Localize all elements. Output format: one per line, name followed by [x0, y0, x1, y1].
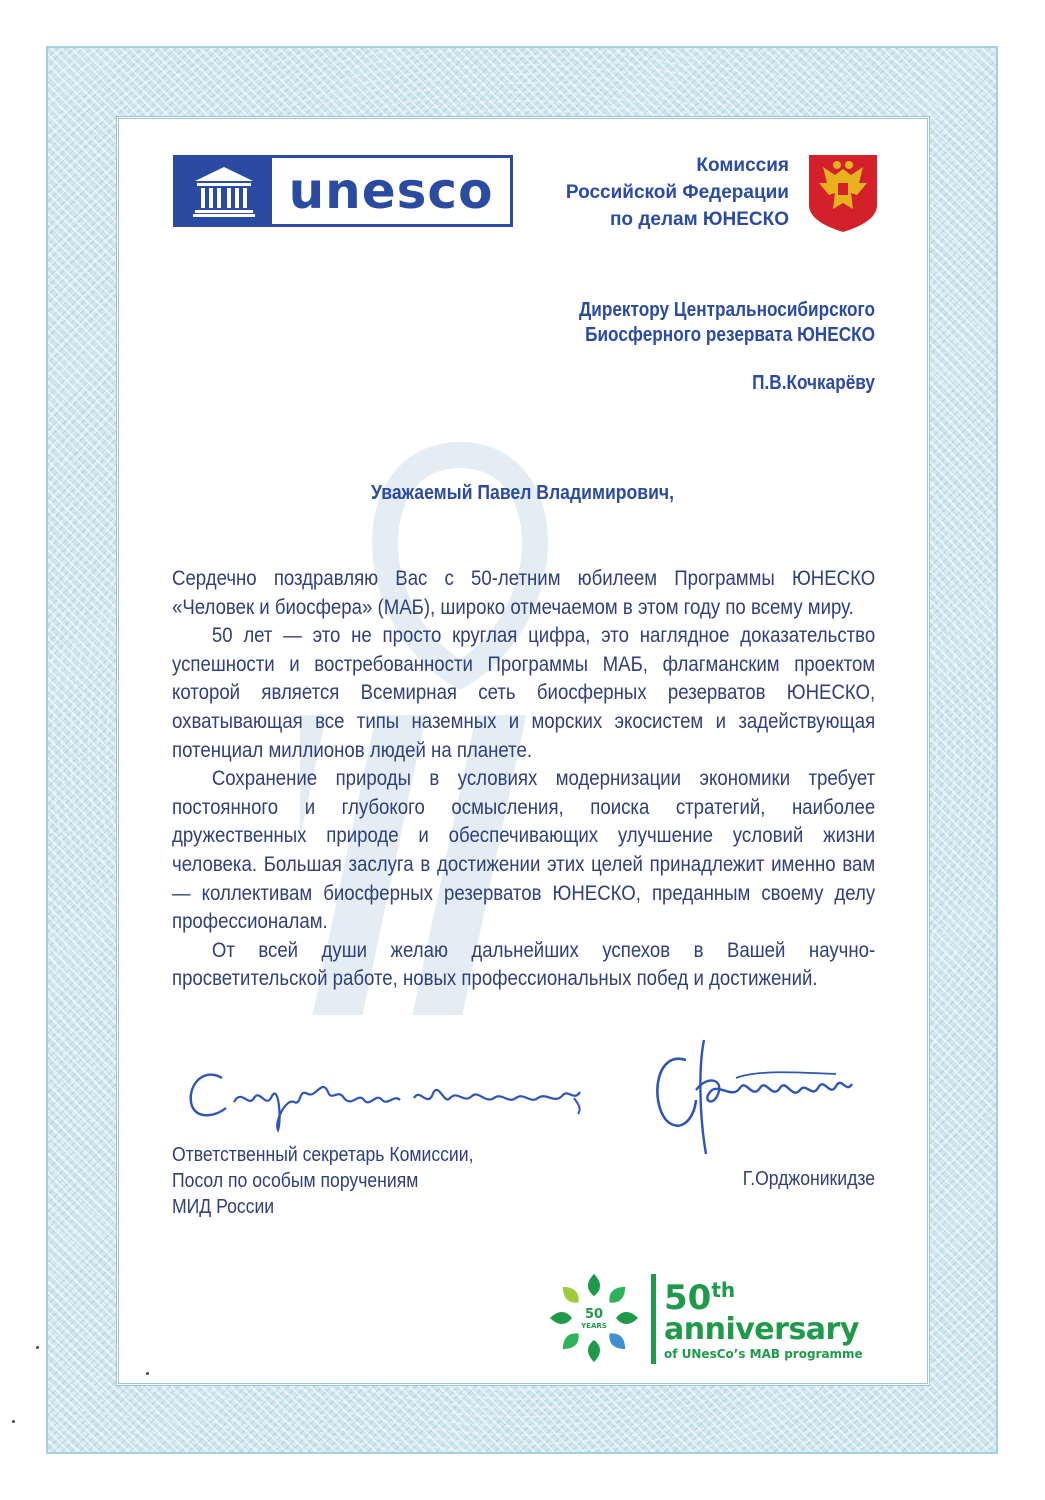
badge-word: YEARS	[581, 1322, 607, 1330]
scan-speck	[12, 1420, 15, 1423]
anniversary-suffix: th	[711, 1278, 736, 1302]
commission-line: по делам ЮНЕСКО	[609, 209, 789, 230]
unesco-logo-text: unesco	[288, 162, 494, 220]
signature	[646, 1030, 858, 1160]
addressee-title	[445, 298, 875, 348]
unesco-temple-icon	[176, 158, 272, 224]
anniversary-subtitle: of UNesCo’s MAB programme	[664, 1347, 863, 1361]
anniversary-number: 50th	[664, 1278, 736, 1318]
scan-speck	[146, 1372, 149, 1375]
position-line: Ответственный секретарь Комиссии,	[172, 1144, 474, 1166]
addressee-line: Директору Центральносибирского	[579, 299, 875, 321]
signatory-name: Г.Орджоникидзе	[742, 1168, 875, 1190]
signatory-position	[172, 1142, 542, 1220]
addressee-name: П.В.Кочкарёву	[752, 372, 875, 394]
salutation: Уважаемый Павел Владимирович,	[370, 482, 675, 504]
commission-title	[469, 152, 789, 233]
addressee-line: Биосферного резервата ЮНЕСКО	[585, 324, 875, 346]
scan-speck	[36, 1346, 39, 1349]
mab-logo-divider	[651, 1274, 656, 1364]
position-line: МИД России	[172, 1196, 275, 1218]
badge-number: 50	[584, 1307, 604, 1322]
letter-body	[172, 564, 875, 993]
russia-coat-of-arms-icon	[807, 153, 879, 233]
mab-50-years-badge-icon	[546, 1270, 642, 1366]
anniversary-word: anniversary	[664, 1312, 859, 1347]
mab-anniversary-logo	[664, 1274, 884, 1362]
body-paragraph: От всей души желаю дальнейших успехов в Вашей научно-просветительской работе, новых профессиональных побед и достижений.	[172, 937, 876, 991]
body-paragraph: Сохранение природы в условиях модернизации экономики требует постоянного и глубокого осмысления, поиска стратегий, наиболее дружественных природе и обеспечивающих улучшение условий жизни человека. Большая заслуга в достижении этих целей принадлежит именно вам — коллективам биосферных резерватов ЮНЕСКО, преданным своему делу профессионалам.	[172, 766, 876, 934]
handwritten-closing	[182, 1058, 592, 1138]
commission-line: Комиссия	[696, 155, 789, 176]
body-paragraph: 50 лет — это не просто круглая цифра, это наглядное доказательство успешности и востребованности Программы МАБ, флагманским проектом которой является Всемирная сеть биосферных резерватов ЮНЕСКО, охватывающая все типы наземных и морских экосистем и задействующая потенциал миллионов людей на планете.	[172, 623, 876, 762]
body-paragraph: Сердечно поздравляю Вас с 50-летним юбилеем Программы ЮНЕСКО «Человек и биосфера» (МАБ), широко отмечаемом в этом году по всему миру.	[172, 566, 876, 619]
unesco-logo	[173, 155, 513, 227]
commission-line: Российской Федерации	[565, 182, 789, 203]
position-line: Посол по особым поручениям	[172, 1170, 419, 1192]
